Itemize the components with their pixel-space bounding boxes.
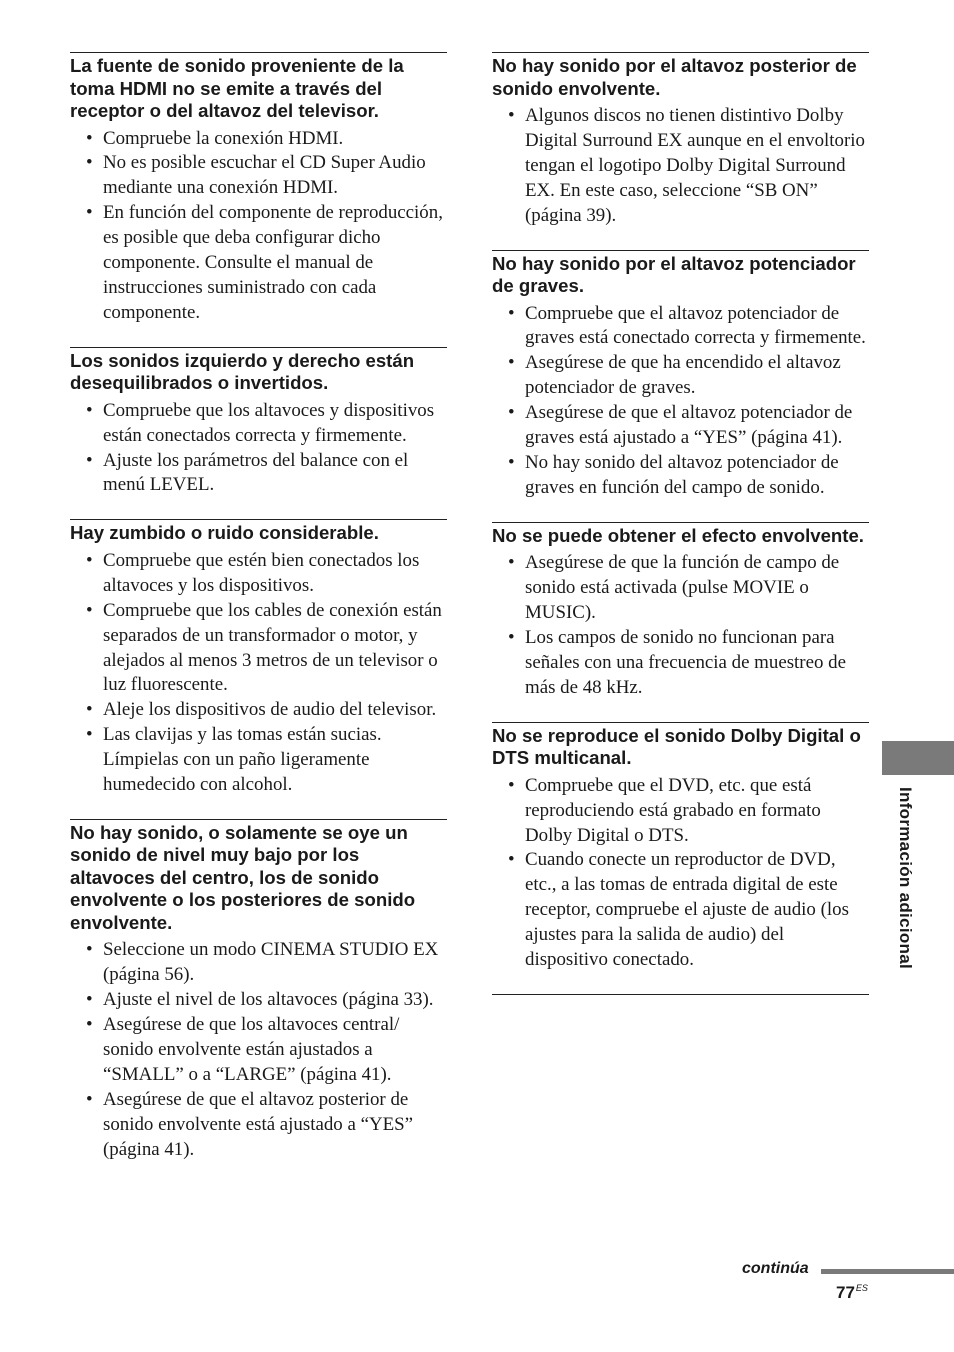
troubleshooting-section xyxy=(70,819,447,1163)
bullet-item xyxy=(492,104,869,229)
troubleshooting-section xyxy=(70,52,447,326)
bullet-text: Asegúrese de que ha encendido el altavoz potenciador de graves. xyxy=(525,352,841,399)
section-heading: La fuente de sonido proveniente de la toma HDMI no se emite a través del receptor o del altavoz del televisor. xyxy=(70,55,404,121)
bullet-icon: • xyxy=(508,402,515,424)
bullet-item xyxy=(70,1088,447,1163)
bullet-text: En función del componente de reproducción, es posible que deba configurar dicho componente. Consulte el manual de instrucciones suministrado con cada componente. xyxy=(103,202,443,323)
bullet-text: Asegúrese de que el altavoz posterior de sonido envolvente está ajustado a “YES” (página 41). xyxy=(103,1088,414,1160)
bullet-text: Compruebe que los cables de conexión están separados de un transformador o motor, y alejados al menos 3 metros de un televisor o luz fluorescente. xyxy=(103,599,442,696)
left-column xyxy=(70,52,447,1184)
bullet-icon: • xyxy=(508,552,515,574)
troubleshooting-section xyxy=(492,250,869,501)
bullet-icon: • xyxy=(508,451,515,473)
troubleshooting-section xyxy=(492,522,869,701)
bullet-icon: • xyxy=(86,1088,93,1110)
bullet-icon: • xyxy=(86,399,93,421)
bullet-item xyxy=(492,551,869,626)
bullet-text: Aleje los dispositivos de audio del televisor. xyxy=(103,699,437,721)
bullet-item xyxy=(492,626,869,701)
bullet-text: Compruebe que el DVD, etc. que está reproduciendo está grabado en formato Dolby Digital o DTS. xyxy=(525,774,821,846)
section-heading: No se reproduce el sonido Dolby Digital o DTS multicanal. xyxy=(492,724,861,769)
bullet-item xyxy=(492,774,869,849)
page-number-value: 77 xyxy=(836,1283,855,1302)
bullet-icon: • xyxy=(86,939,93,961)
continues-label: continúa xyxy=(742,1260,809,1277)
bullet-icon: • xyxy=(508,105,515,126)
bullet-icon: • xyxy=(86,1014,93,1036)
troubleshooting-section xyxy=(70,519,447,798)
bullet-text: Asegúrese de que los altavoces central/ sonido envolvente están ajustados a “SMALL” o a “LARGE” (página 41). xyxy=(103,1014,400,1085)
troubleshooting-section xyxy=(492,722,869,973)
section-heading: Hay zumbido o ruido considerable. xyxy=(70,522,379,544)
bullet-list xyxy=(492,551,869,700)
bullet-item xyxy=(70,549,447,599)
bullet-icon: • xyxy=(86,724,93,746)
bullet-item xyxy=(70,449,447,499)
bullet-item xyxy=(70,938,447,988)
bullet-icon: • xyxy=(508,774,515,796)
bullet-list xyxy=(492,104,869,229)
bullet-item xyxy=(492,451,869,501)
bullet-icon: • xyxy=(86,127,93,149)
bullet-text: Ajuste los parámetros del balance con el menú LEVEL. xyxy=(103,449,409,496)
bullet-icon: • xyxy=(508,352,515,374)
right-column xyxy=(492,52,869,995)
bullet-icon: • xyxy=(508,302,515,324)
section-tab-marker xyxy=(882,741,954,775)
bullet-text: Algunos discos no tienen distintivo Dolby Digital Surround EX aunque en el envoltorio tengan el logotipo Dolby Digital Surround EX. En este caso, seleccione “SB ON” (página 39). xyxy=(525,105,865,226)
bullet-text: Cuando conecte un reproductor de DVD, etc., a las tomas de entrada digital de este receptor, compruebe el ajuste de audio (los ajustes para la salida de audio) del dispositivo conectado. xyxy=(525,849,849,971)
bullet-item xyxy=(70,201,447,326)
bullet-text: No hay sonido del altavoz potenciador de graves en función del campo de sonido. xyxy=(525,451,839,498)
bullet-icon: • xyxy=(508,849,515,871)
bullet-text: Los campos de sonido no funcionan para señales con una frecuencia de muestreo de más de 48 kHz. xyxy=(525,627,846,698)
bullet-item xyxy=(492,401,869,451)
bullet-item xyxy=(70,698,447,723)
bullet-icon: • xyxy=(86,449,93,471)
bullet-text: No es posible escuchar el CD Super Audio mediante una conexión HDMI. xyxy=(103,152,426,199)
bullet-icon: • xyxy=(508,627,515,648)
section-heading: Los sonidos izquierdo y derecho están desequilibrados o invertidos. xyxy=(70,349,415,394)
section-side-label: Información adicional xyxy=(896,787,915,969)
bullet-text: Ajuste el nivel de los altavoces (página 33). xyxy=(103,989,434,1011)
section-heading: No hay sonido por el altavoz potenciador de graves. xyxy=(492,252,856,297)
bullet-item xyxy=(70,1013,447,1088)
bullet-icon: • xyxy=(86,599,93,621)
bullet-list xyxy=(492,774,869,973)
bullet-list xyxy=(70,938,447,1162)
section-heading: No se puede obtener el efecto envolvente. xyxy=(492,524,864,546)
bullet-text: Las clavijas y las tomas están sucias. Límpielas con un paño ligeramente humedecido con alcohol. xyxy=(103,724,382,796)
section-heading: No hay sonido por el altavoz posterior de sonido envolvente. xyxy=(492,55,857,99)
bullet-item xyxy=(492,351,869,401)
bullet-item xyxy=(70,723,447,798)
bullet-item xyxy=(492,302,869,352)
bullet-text: Asegúrese de que la función de campo de sonido está activada (pulse MOVIE o MUSIC). xyxy=(525,552,840,624)
bullet-list xyxy=(70,549,447,798)
bullet-text: Compruebe la conexión HDMI. xyxy=(103,127,344,149)
bullet-item xyxy=(70,151,447,201)
continues-bar xyxy=(821,1269,954,1274)
column-end-rule xyxy=(492,994,869,995)
bullet-item xyxy=(70,127,447,152)
bullet-text: Compruebe que el altavoz potenciador de graves está conectado correcta y firmemente. xyxy=(525,302,866,349)
bullet-text: Compruebe que estén bien conectados los altavoces y los dispositivos. xyxy=(103,549,420,596)
bullet-text: Compruebe que los altavoces y dispositivos están conectados correcta y firmemente. xyxy=(103,399,435,446)
bullet-item xyxy=(492,848,869,973)
bullet-icon: • xyxy=(86,699,93,721)
section-heading: No hay sonido, o solamente se oye un sonido de nivel muy bajo por los altavoces del centro, los de sonido envolvente o los posteriores de sonido envolvente. xyxy=(70,821,416,933)
bullet-text: Asegúrese de que el altavoz potenciador de graves está ajustado a “YES” (página 41). xyxy=(525,402,853,449)
bullet-icon: • xyxy=(86,989,93,1011)
bullet-item xyxy=(70,988,447,1013)
bullet-list xyxy=(492,302,869,501)
page-number-suffix: ES xyxy=(855,1283,868,1293)
bullet-icon: • xyxy=(86,202,93,224)
bullet-list xyxy=(70,399,447,499)
bullet-item xyxy=(70,399,447,449)
bullet-icon: • xyxy=(86,152,93,174)
bullet-item xyxy=(70,599,447,699)
bullet-list xyxy=(70,127,447,326)
troubleshooting-section xyxy=(70,347,447,499)
bullet-text: Seleccione un modo CINEMA STUDIO EX (página 56). xyxy=(103,939,439,986)
troubleshooting-section xyxy=(492,52,869,229)
page-number xyxy=(836,1283,868,1303)
bullet-icon: • xyxy=(86,549,93,571)
